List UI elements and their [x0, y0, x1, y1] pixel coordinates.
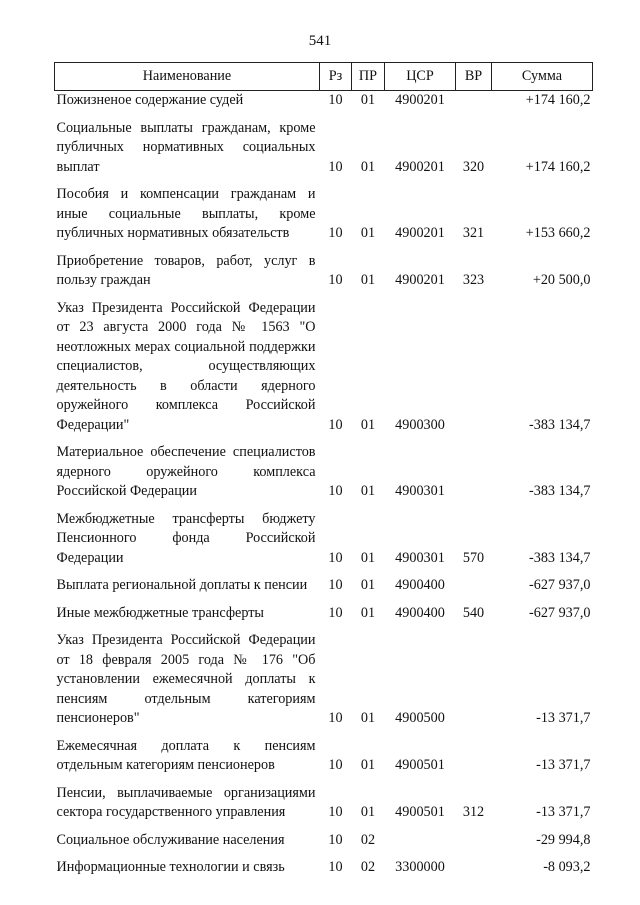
cell-vr: 323	[462, 272, 485, 288]
cell-rz: 10	[328, 92, 343, 108]
cell-sum: -13 371,7	[536, 757, 591, 773]
header-csr: ЦСР	[385, 63, 456, 91]
cell-pr: 01	[360, 92, 376, 108]
cell-csr: 4900301	[395, 483, 445, 499]
cell-name: Пенсии, выплачиваемые организациями сектора государственного управления	[56, 784, 316, 820]
cell-csr: 4900201	[395, 92, 445, 108]
cell-sum: -8 093,2	[543, 859, 591, 875]
row-spacer-cell	[55, 823, 593, 831]
table-row	[55, 784, 593, 823]
table-row	[55, 185, 593, 244]
cell-sum: +153 660,2	[525, 225, 591, 241]
cell-csr: 4900501	[395, 804, 445, 820]
cell-sum: -13 371,7	[536, 710, 591, 726]
row-spacer-cell	[55, 623, 593, 631]
cell-name: Информационные технологии и связь	[56, 859, 285, 875]
cell-csr: 4900300	[395, 416, 445, 433]
cell-rz: 10	[328, 804, 343, 820]
cell-vr	[456, 631, 492, 729]
cell-sum: -383 134,7	[529, 416, 591, 433]
cell-sum: -383 134,7	[529, 483, 591, 499]
cell-csr: 4900201	[395, 225, 445, 241]
cell-vr: 540	[462, 604, 485, 621]
row-spacer	[55, 502, 593, 510]
cell-csr	[385, 831, 456, 851]
cell-vr: 320	[462, 158, 485, 175]
row-spacer	[55, 729, 593, 737]
table-row	[55, 119, 593, 178]
cell-pr: 01	[360, 416, 376, 433]
cell-pr: 01	[360, 483, 376, 499]
row-spacer	[55, 850, 593, 858]
row-spacer-cell	[55, 568, 593, 576]
cell-csr: 4900400	[395, 604, 445, 621]
table-row	[55, 510, 593, 569]
row-spacer-cell	[55, 729, 593, 737]
page-number: 541	[308, 33, 332, 49]
row-spacer	[55, 823, 593, 831]
cell-pr: 02	[360, 831, 376, 848]
row-spacer	[55, 435, 593, 443]
table-row	[55, 91, 593, 111]
header-pr: ПР	[352, 63, 385, 91]
header-sum: Сумма	[492, 63, 593, 91]
cell-csr: 4900201	[395, 158, 445, 175]
table-row	[55, 443, 593, 502]
table-row	[55, 831, 593, 851]
row-spacer	[55, 244, 593, 252]
cell-rz: 10	[328, 225, 343, 241]
row-spacer-cell	[55, 850, 593, 858]
cell-vr: 321	[462, 225, 485, 241]
cell-name: Межбюджетные трансферты бюджету Пенсионного фонда Российской Федерации	[56, 510, 316, 566]
cell-name: Материальное обеспечение специалистов ядерного оружейного комплекса Российской Федерации	[56, 444, 316, 499]
cell-sum: +20 500,0	[532, 272, 591, 288]
cell-sum: -627 937,0	[529, 577, 591, 593]
cell-sum: -29 994,8	[536, 831, 591, 848]
cell-pr: 01	[360, 549, 376, 566]
cell-pr: 01	[360, 272, 376, 288]
cell-rz: 10	[328, 710, 343, 726]
cell-name: Ежемесячная доплата к пенсиям отдельным категориям пенсионеров	[56, 737, 316, 773]
cell-vr	[456, 737, 492, 776]
cell-rz: 10	[328, 577, 343, 593]
row-spacer-cell	[55, 111, 593, 119]
table-row	[55, 737, 593, 776]
cell-vr	[456, 299, 492, 436]
table-header	[55, 63, 593, 91]
cell-rz: 10	[328, 272, 343, 288]
cell-pr: 01	[360, 604, 376, 621]
table-row	[55, 631, 593, 729]
cell-csr: 3300000	[395, 859, 445, 875]
table-row	[55, 576, 593, 596]
cell-vr	[456, 576, 492, 596]
cell-vr	[456, 858, 492, 878]
cell-vr	[456, 91, 492, 111]
cell-rz: 10	[328, 483, 343, 499]
cell-rz: 10	[328, 604, 343, 621]
cell-sum: +174 160,2	[525, 158, 591, 175]
budget-table	[54, 62, 593, 878]
header-name: Наименование	[55, 63, 320, 91]
cell-pr: 01	[360, 225, 376, 241]
table-row	[55, 604, 593, 624]
cell-name: Указ Президента Российской Федерации от 23 августа 2000 года № 1563 "О неотложных мерах социальной поддержки специалистов, осуществляющих деятельность в области ядерного оружейного комплекса Российской Федерации"	[56, 299, 316, 433]
cell-pr: 01	[360, 710, 376, 726]
row-spacer	[55, 623, 593, 631]
table-row	[55, 299, 593, 436]
header-vr: ВР	[456, 63, 492, 91]
cell-vr	[456, 831, 492, 851]
row-spacer-cell	[55, 596, 593, 604]
cell-csr: 4900301	[395, 549, 445, 566]
cell-name: Пожизненое содержание судей	[56, 92, 244, 108]
cell-pr: 01	[360, 577, 376, 593]
row-spacer	[55, 776, 593, 784]
cell-name: Приобретение товаров, работ, услуг в пользу граждан	[56, 252, 316, 288]
cell-rz: 10	[328, 831, 343, 848]
cell-csr: 4900500	[395, 710, 445, 726]
cell-pr: 01	[360, 804, 376, 820]
row-spacer-cell	[55, 776, 593, 784]
header-rz: Рз	[320, 63, 352, 91]
cell-name: Социальное обслуживание населения	[56, 831, 285, 848]
cell-rz: 10	[328, 757, 343, 773]
cell-csr: 4900400	[395, 577, 445, 593]
cell-sum: -383 134,7	[529, 549, 591, 566]
row-spacer-cell	[55, 435, 593, 443]
row-spacer-cell	[55, 244, 593, 252]
cell-rz: 10	[328, 859, 343, 875]
cell-csr: 4900501	[395, 757, 445, 773]
cell-vr	[456, 443, 492, 502]
row-spacer	[55, 177, 593, 185]
cell-sum: -13 371,7	[536, 804, 591, 820]
cell-name: Указ Президента Российской Федерации от 18 февраля 2005 года № 176 "Об установлении ежемесячной доплаты к пенсиям отдельным категориям пенсионеров"	[56, 632, 316, 726]
cell-name: Иные межбюджетные трансферты	[56, 604, 264, 621]
row-spacer	[55, 291, 593, 299]
table-row	[55, 252, 593, 291]
table-row	[55, 858, 593, 878]
cell-csr: 4900201	[395, 272, 445, 288]
row-spacer-cell	[55, 291, 593, 299]
row-spacer-cell	[55, 177, 593, 185]
cell-rz: 10	[328, 158, 343, 175]
table-body	[55, 91, 593, 878]
cell-name: Социальные выплаты гражданам, кроме публичных нормативных социальных выплат	[56, 119, 316, 175]
row-spacer-cell	[55, 502, 593, 510]
cell-pr: 01	[360, 158, 376, 175]
row-spacer	[55, 568, 593, 576]
row-spacer	[55, 111, 593, 119]
cell-pr: 01	[360, 757, 376, 773]
cell-vr: 312	[462, 804, 485, 820]
cell-sum: +174 160,2	[525, 92, 591, 108]
cell-rz: 10	[328, 549, 343, 566]
cell-name: Пособия и компенсации гражданам и иные социальные выплаты, кроме публичных нормативных обязательств	[56, 186, 316, 241]
header-row	[55, 63, 593, 91]
cell-rz: 10	[328, 416, 343, 433]
cell-vr: 570	[462, 549, 485, 566]
cell-sum: -627 937,0	[529, 604, 591, 621]
cell-pr: 02	[360, 859, 376, 875]
cell-name: Выплата региональной доплаты к пенсии	[56, 577, 308, 593]
row-spacer	[55, 596, 593, 604]
